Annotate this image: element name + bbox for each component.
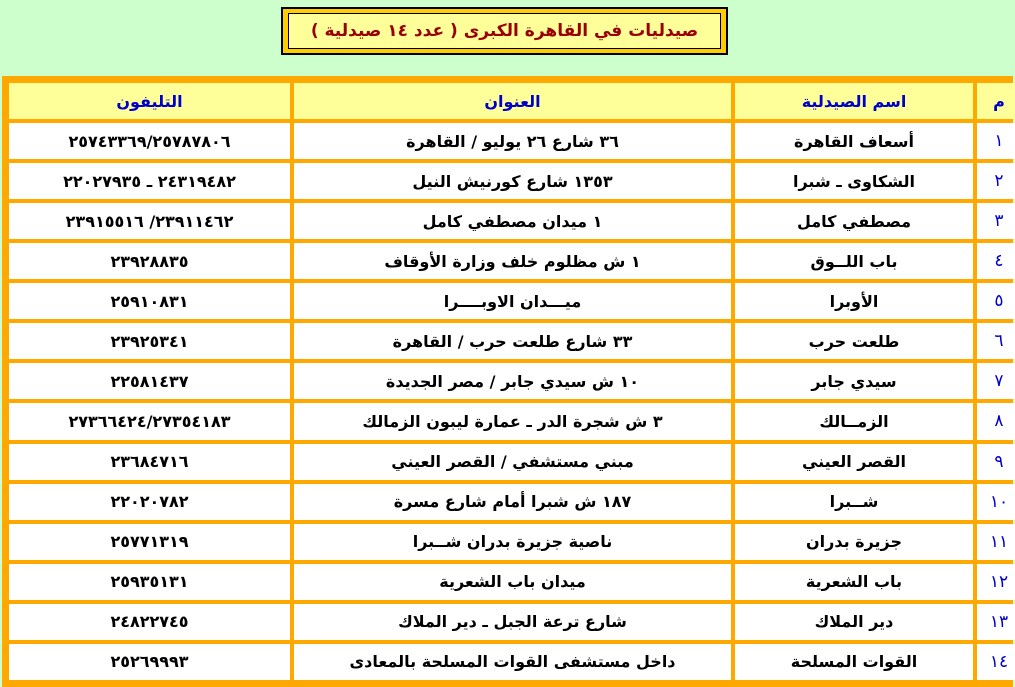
- pharmacy-phone: ٢٢٥٨١٤٣٧: [9, 363, 290, 399]
- pharmacy-phone: ٢٤٨٢٢٧٤٥: [9, 604, 290, 640]
- table-row: [9, 283, 1015, 319]
- pharmacy-name: الزمــالك: [735, 403, 973, 439]
- pharmacy-phone: ٢٥٩١٠٨٣١: [9, 283, 290, 319]
- row-number: ١: [977, 123, 1015, 159]
- pharmacy-name: مصطفي كامل: [735, 203, 973, 239]
- row-number: ١٠: [977, 484, 1015, 520]
- pharmacy-phone: ٢٣٩٢٨٨٣٥: [9, 243, 290, 279]
- table-row: [9, 403, 1015, 439]
- header-name: اسم الصيدلية: [735, 83, 973, 119]
- row-number: ٤: [977, 243, 1015, 279]
- pharmacy-table: [5, 79, 1015, 684]
- table-row: [9, 163, 1015, 199]
- pharmacy-address: ١٨٧ ش شبرا أمام شارع مسرة: [294, 484, 731, 520]
- pharmacy-address: ميـــدان الاوبــــرا: [294, 283, 731, 319]
- page-title: صيدليات في القاهرة الكبرى ( عدد ١٤ صيدلية ): [288, 13, 721, 49]
- row-number: ٢: [977, 163, 1015, 199]
- table-row: [9, 363, 1015, 399]
- pharmacy-phone: ٢٣٩١١٤٦٢/ ٢٣٩١٥٥١٦: [9, 203, 290, 239]
- table-body: [9, 123, 1015, 680]
- pharmacy-phone: ٢٥٧٤٣٣٦٩/٢٥٧٨٧٨٠٦: [9, 123, 290, 159]
- pharmacy-phone: ٢٤٣١٩٤٨٢ ـ ٢٢٠٢٧٩٣٥: [9, 163, 290, 199]
- row-number: ٣: [977, 203, 1015, 239]
- pharmacy-address: ١ ميدان مصطفي كامل: [294, 203, 731, 239]
- table-row: [9, 604, 1015, 640]
- table-row: [9, 203, 1015, 239]
- pharmacy-name: القوات المسلحة: [735, 644, 973, 680]
- row-number: ١٢: [977, 564, 1015, 600]
- pharmacy-address: ١ ش مظلوم خلف وزارة الأوقاف: [294, 243, 731, 279]
- pharmacy-name: الأوبرا: [735, 283, 973, 319]
- pharmacy-name: باب الشعرية: [735, 564, 973, 600]
- header-phone: التليفون: [9, 83, 290, 119]
- table-row: [9, 484, 1015, 520]
- header-row: [9, 83, 1015, 119]
- row-number: ٩: [977, 444, 1015, 480]
- pharmacy-name: جزيرة بدران: [735, 524, 973, 560]
- pharmacy-table-frame: [2, 76, 1013, 687]
- pharmacy-address: داخل مستشفى القوات المسلحة بالمعادى: [294, 644, 731, 680]
- row-number: ٧: [977, 363, 1015, 399]
- title-banner: [281, 7, 728, 55]
- row-number: ٦: [977, 323, 1015, 359]
- pharmacy-phone: ٢٣٩٢٥٣٤١: [9, 323, 290, 359]
- pharmacy-name: دير الملاك: [735, 604, 973, 640]
- pharmacy-name: الشكاوى ـ شبرا: [735, 163, 973, 199]
- pharmacy-address: ناصية جزيرة بدران شــبرا: [294, 524, 731, 560]
- pharmacy-address: مبني مستشفي / القصر العيني: [294, 444, 731, 480]
- table-row: [9, 243, 1015, 279]
- pharmacy-name: باب اللــوق: [735, 243, 973, 279]
- pharmacy-name: سيدي جابر: [735, 363, 973, 399]
- pharmacy-name: أسعاف القاهرة: [735, 123, 973, 159]
- pharmacy-phone: ٢٥٧٧١٣١٩: [9, 524, 290, 560]
- pharmacy-phone: ٢٥٩٣٥١٣١: [9, 564, 290, 600]
- table-row: [9, 444, 1015, 480]
- pharmacy-address: ميدان باب الشعرية: [294, 564, 731, 600]
- table-row: [9, 323, 1015, 359]
- pharmacy-phone: ٢٣٦٨٤٧١٦: [9, 444, 290, 480]
- table-row: [9, 123, 1015, 159]
- pharmacy-name: شــبرا: [735, 484, 973, 520]
- pharmacy-address: ٣٦ شارع ٢٦ يوليو / القاهرة: [294, 123, 731, 159]
- row-number: ١٤: [977, 644, 1015, 680]
- pharmacy-address: ١٠ ش سيدي جابر / مصر الجديدة: [294, 363, 731, 399]
- row-number: ٨: [977, 403, 1015, 439]
- table-row: [9, 644, 1015, 680]
- row-number: ٥: [977, 283, 1015, 319]
- pharmacy-address: شارع ترعة الجبل ـ دير الملاك: [294, 604, 731, 640]
- pharmacy-name: القصر العيني: [735, 444, 973, 480]
- pharmacy-address: ١٣٥٣ شارع كورنيش النيل: [294, 163, 731, 199]
- table-row: [9, 524, 1015, 560]
- row-number: ١١: [977, 524, 1015, 560]
- header-address: العنوان: [294, 83, 731, 119]
- table-row: [9, 564, 1015, 600]
- pharmacy-phone: ٢٢٠٢٠٧٨٢: [9, 484, 290, 520]
- row-number: ١٣: [977, 604, 1015, 640]
- pharmacy-name: طلعت حرب: [735, 323, 973, 359]
- pharmacy-address: ٣ ش شجرة الدر ـ عمارة ليبون الزمالك: [294, 403, 731, 439]
- header-num: م: [977, 83, 1015, 119]
- pharmacy-address: ٣٣ شارع طلعت حرب / القاهرة: [294, 323, 731, 359]
- pharmacy-phone: ٢٥٢٦٩٩٩٣: [9, 644, 290, 680]
- pharmacy-phone: ٢٧٣٦٦٤٢٤/٢٧٣٥٤١٨٣: [9, 403, 290, 439]
